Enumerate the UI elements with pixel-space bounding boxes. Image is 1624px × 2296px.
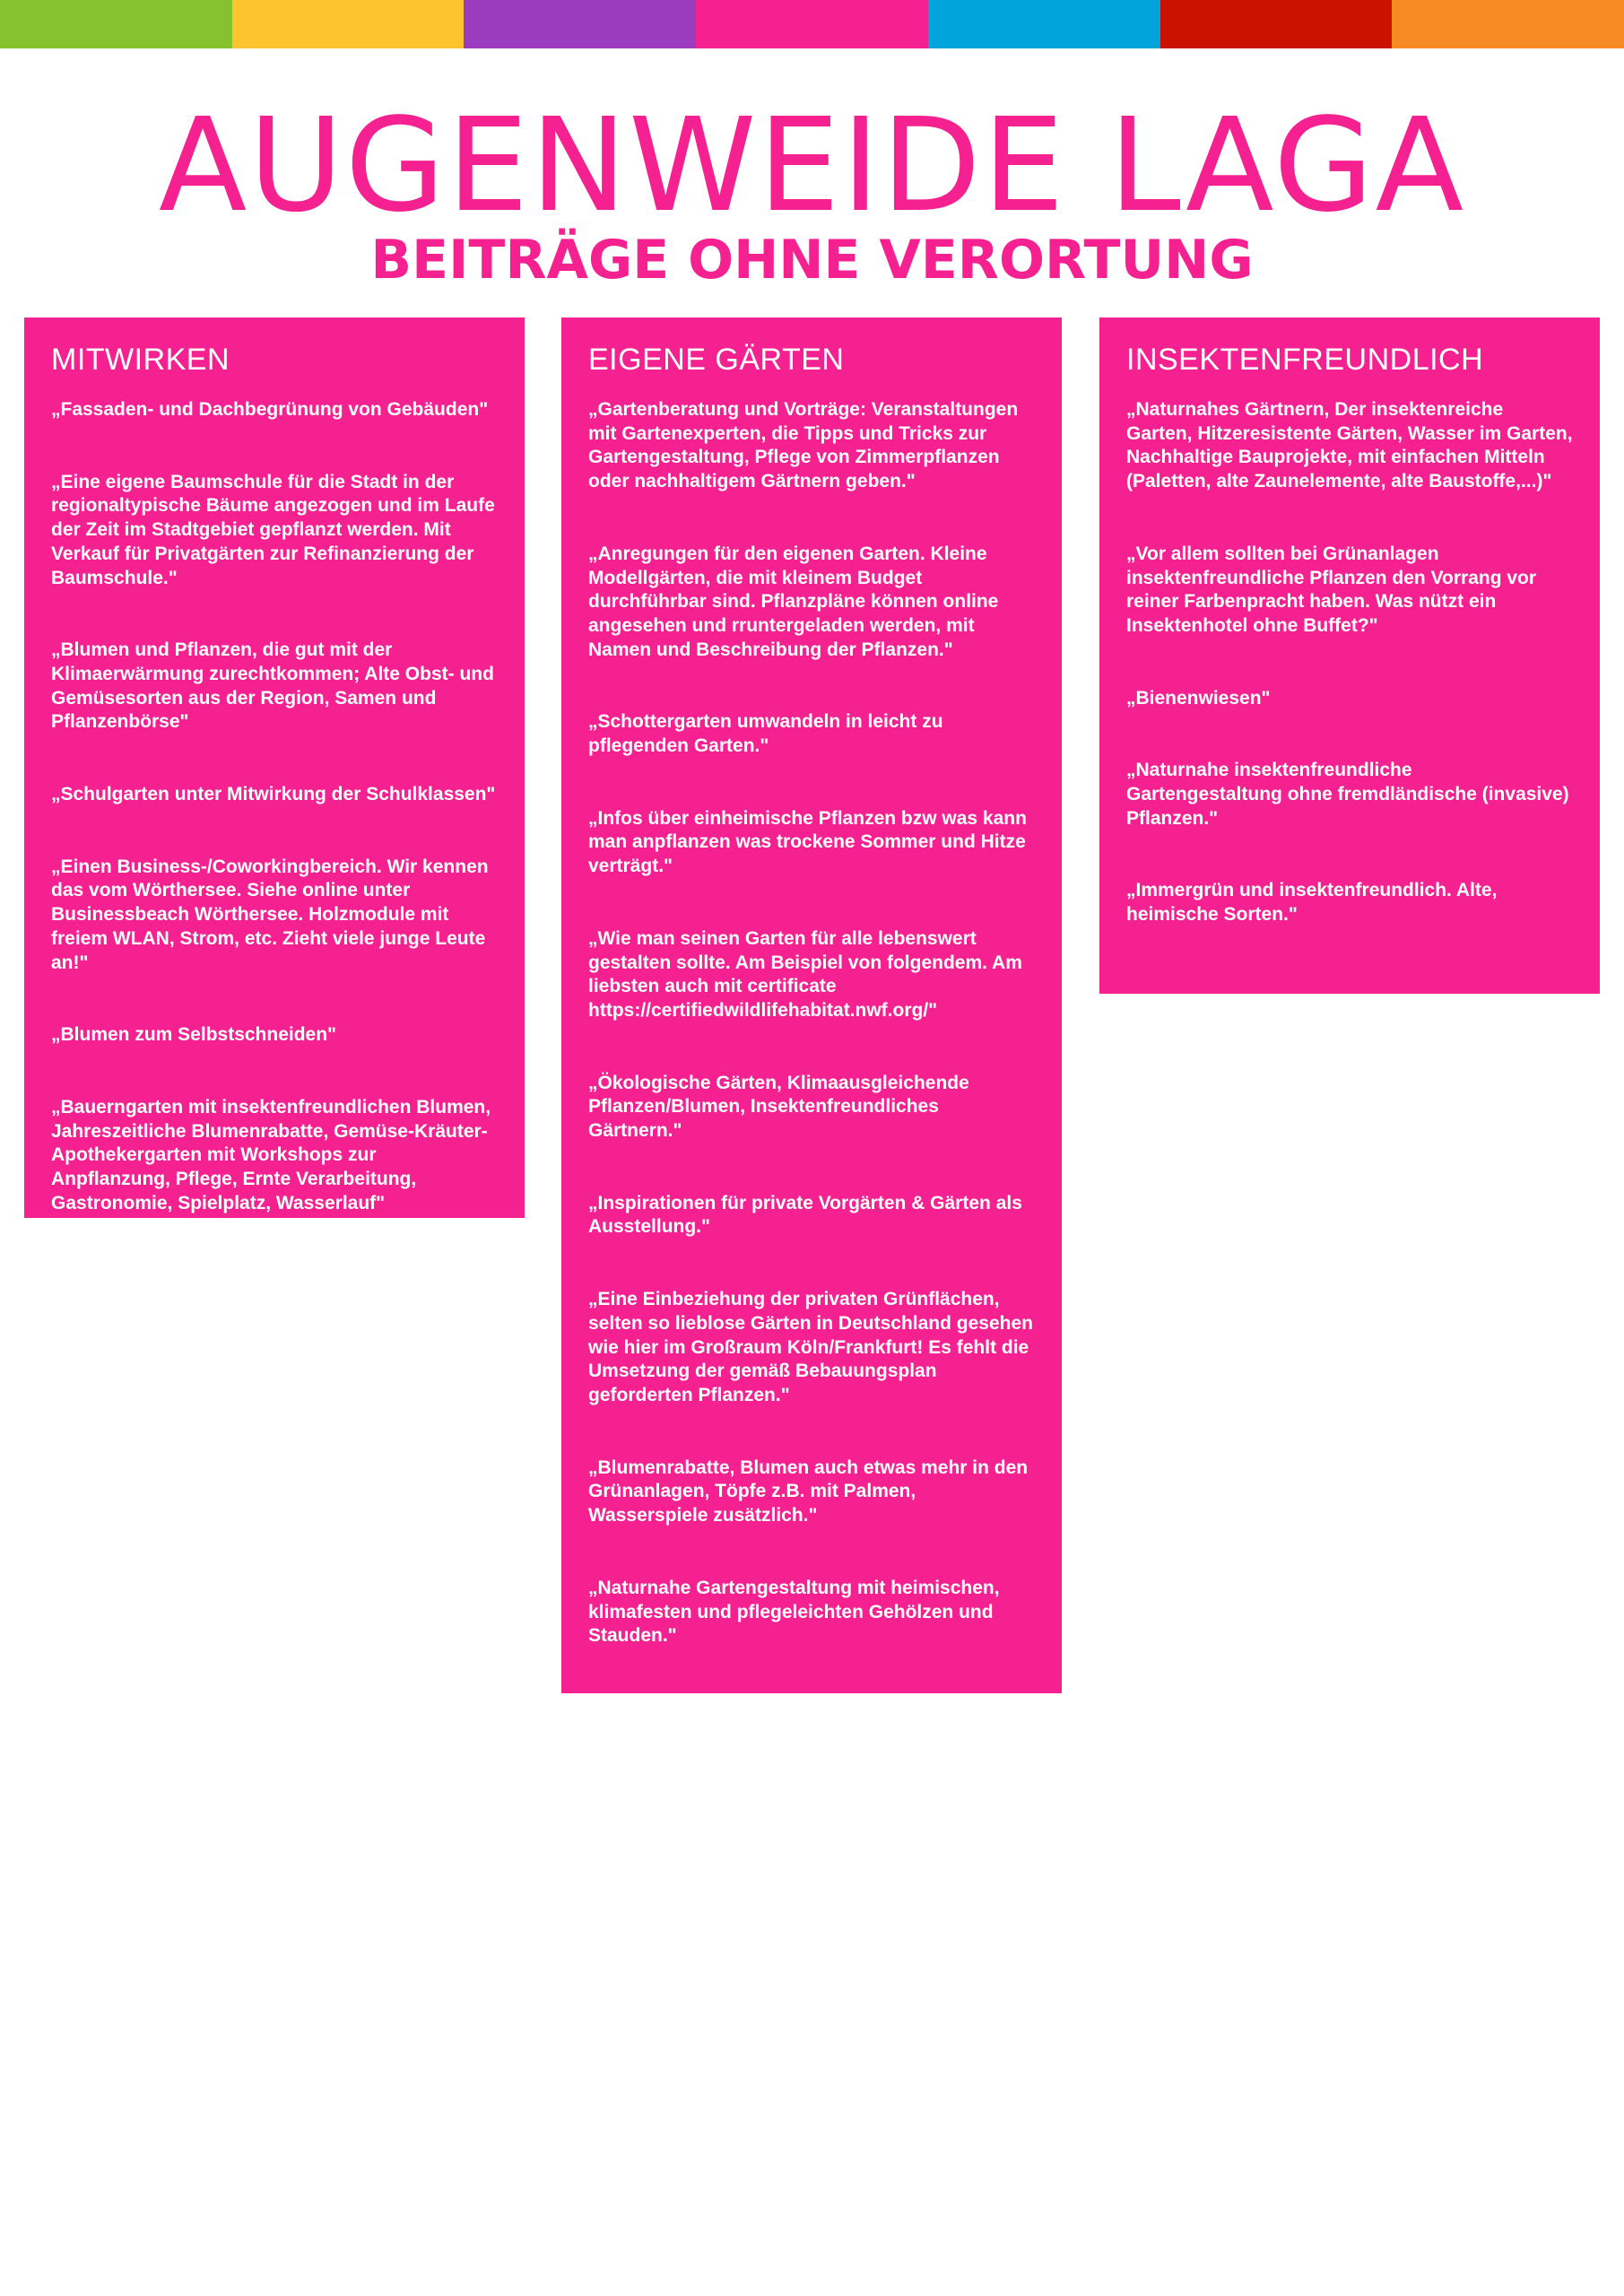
- stripe-segment-green: [0, 0, 232, 48]
- quote-item: „Blumen und Pflanzen, die gut mit der Klimaerwärmung zurechtkommen; Alte Obst- und Gemüsesorten aus der Region, Samen und Pflanzenbörse": [51, 639, 494, 733]
- quote-item: „Eine eigene Baumschule für die Stadt in der regionaltypische Bäume angezogen und im Laufe der Zeit im Stadtgebiet gepflanzt werden. Mit Verkauf für Privatgärten zur Refinanzierung der Baumschule.": [51, 471, 495, 588]
- panel-eigene-gaerten: [561, 317, 1062, 1693]
- quote-item: „Eine Einbeziehung der privaten Grünflächen, selten so lieblose Gärten in Deutschland gesehen wie hier im Großraum Köln/Frankfurt! Es fehlt die Umsetzung der gemäß Bebauungsplan geforderten Pflanzen.": [588, 1289, 1033, 1405]
- quote-item: „Vor allem sollten bei Grünanlagen insektenfreundliche Pflanzen den Vorrang vor reiner Farbenpracht haben. Was nützt ein Insektenhotel ohne Buffet?": [1126, 543, 1537, 636]
- quote-item: „Fassaden- und Dachbegrünung von Gebäuden": [51, 399, 489, 420]
- stripe-segment-yellow: [232, 0, 465, 48]
- quote-item: „Ökologische Gärten, Klimaausgleichende Pflanzen/Blumen, Insektenfreundliches Gärtnern.": [588, 1072, 969, 1142]
- panel-heading: INSEKTENFREUNDLICH: [1126, 343, 1484, 377]
- panel-insektenfreundlich: [1099, 317, 1600, 994]
- panel-heading: MITWIRKEN: [51, 343, 230, 377]
- stripe-segment-red: [1160, 0, 1393, 48]
- quote-item: „Bienenwiesen": [1126, 687, 1271, 709]
- quote-item: „Immergrün und insektenfreundlich. Alte, heimische Sorten.": [1126, 880, 1498, 926]
- quote-item: „Naturnahe Gartengestaltung mit heimischen, klimafesten und pflegeleichten Gehölzen und Stauden.": [588, 1577, 1000, 1647]
- quote-item: „Gartenberatung und Vorträge: Veranstaltungen mit Gartenexperten, die Tipps und Tricks zur Gartengestaltung, Pflege von Zimmerpflanzen oder nachhaltigem Gärtnern geben.": [588, 399, 1019, 492]
- quote-item: „Naturnahes Gärtnern, Der insektenreiche Garten, Hitzeresistente Gärten, Wasser im Garten, Nachhaltige Bauprojekte, mit einfachen Mitteln (Paletten, alte Zaunelemente, alte Baustoffe,...)": [1126, 399, 1573, 492]
- panel-mitwirken: [24, 317, 525, 1218]
- quote-item: „Einen Business-/Coworkingbereich. Wir kennen das vom Wörthersee. Siehe online unter Businessbeach Wörthersee. Holzmodule mit freiem WLAN, Strom, etc. Zieht viele junge Leute an!": [51, 856, 489, 973]
- quote-item: „Schulgarten unter Mitwirkung der Schulklassen": [51, 784, 496, 805]
- page-title: AUGENWEIDE LAGA: [158, 90, 1466, 240]
- quote-item: „Blumenrabatte, Blumen auch etwas mehr in den Grünanlagen, Töpfe z.B. mit Palmen, Wasserspiele zusätzlich.": [588, 1457, 1029, 1526]
- quote-item: „Schottergarten umwandeln in leicht zu pflegenden Garten.": [588, 711, 943, 757]
- stripe-segment-purple: [464, 0, 696, 48]
- quote-item: „Anregungen für den eigenen Garten. Kleine Modellgärten, die mit kleinem Budget durchführbar sind. Pflanzpläne können online angesehen und rruntergeladen werden, mit Namen und Beschreibung der Pflanzen.": [588, 543, 999, 660]
- quote-item: „Bauerngarten mit insektenfreundlichen Blumen, Jahreszeitliche Blumenrabatte, Gemüse-Kräuter-Apothekergarten mit Workshops zur Anpflanzung, Pflege, Ernte Verarbeitung, Gastronomie, Spielplatz, Wasserlauf": [51, 1096, 491, 1213]
- quote-item: „Wie man seinen Garten für alle lebenswert gestalten sollte. Am Beispiel von folgendem. Am liebsten auch mit certificate https://certifiedwildlifehabitat.nwf.org/": [588, 927, 1022, 1021]
- panel-heading: EIGENE GÄRTEN: [588, 343, 845, 377]
- page-subtitle: BEITRÄGE OHNE VERORTUNG: [370, 229, 1254, 291]
- stripe-segment-blue: [928, 0, 1160, 48]
- quote-item: „Naturnahe insektenfreundliche Gartengestaltung ohne fremdländische (invasive) Pflanzen.": [1126, 760, 1569, 829]
- quote-item: „Inspirationen für private Vorgärten & Gärten als Ausstellung.": [588, 1192, 1022, 1238]
- stripe-segment-pink: [696, 0, 928, 48]
- stripe-segment-orange: [1392, 0, 1624, 48]
- quote-item: „Blumen zum Selbstschneiden": [51, 1024, 337, 1046]
- color-stripe: [0, 0, 1624, 48]
- quote-item: „Infos über einheimische Pflanzen bzw was kann man anpflanzen was trockene Sommer und Hitze verträgt.": [588, 807, 1027, 877]
